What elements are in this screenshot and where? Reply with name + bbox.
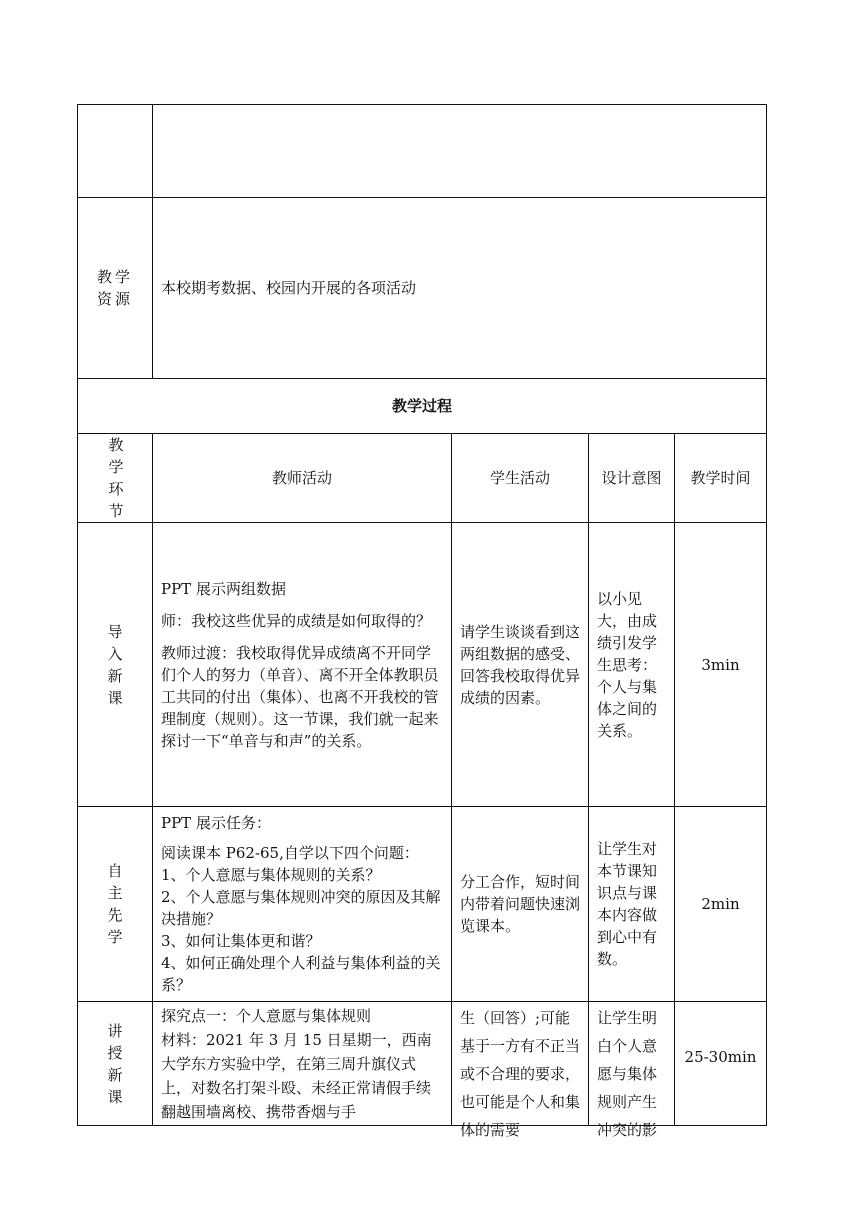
design-intent-text: 让学生明白个人意愿与集体规则产生冲突的影 <box>597 1009 658 1139</box>
design-intent-cell <box>589 523 675 807</box>
time-cell: 2min <box>675 807 767 1002</box>
lesson-plan-table <box>77 104 767 1139</box>
header-stage-line1: 教 学 <box>108 436 136 476</box>
design-intent-text: 让学生对本节课知识点与课本内容做到心中有数。 <box>597 840 658 968</box>
teacher-activity-cell <box>153 523 452 807</box>
header-intent: 设计意图 <box>589 434 675 523</box>
teacher-activity-cell <box>153 807 452 1002</box>
student-activity-cell <box>452 1002 589 1139</box>
teacher-activity-line: PPT 展示任务： <box>161 814 271 832</box>
resources-label-cell <box>78 198 153 379</box>
student-activity-text: 生（回答）;可能基于一方有不正当或不合理的要求，也可能是个人和集体的需要 <box>460 1009 581 1139</box>
teacher-activity-cell <box>153 1002 452 1126</box>
design-intent-cell <box>589 807 675 1002</box>
teacher-activity-line: 材料：2021 年 3 月 15 日星期一，西南大学东方实验中学，在第三周升旗仪式上，对数名打架斗殴、未经正常请假手续翻越围墙离校、携带香烟与手 <box>161 1031 432 1121</box>
teacher-activity-line: 阅读课本 P62-65,自学以下四个问题： <box>161 844 419 862</box>
table-row <box>78 523 767 807</box>
resources-row <box>78 198 767 379</box>
header-stage-line2: 环 节 <box>108 480 136 520</box>
resources-text: 本校期考数据、校园内开展的各项活动 <box>161 279 417 297</box>
header-time: 教学时间 <box>675 434 767 523</box>
time-cell: 25-30min <box>675 1002 767 1126</box>
stage-line2: 先 学 <box>107 906 133 946</box>
empty-row <box>78 105 767 198</box>
stage-line1: 导 入 <box>107 622 133 663</box>
design-intent-text: 以小见大，由成绩引发学生思考：个人与集体之间的关系。 <box>597 589 658 740</box>
teacher-activity-line: 3、如何让集体更和谐？ <box>161 932 321 950</box>
student-activity-text: 请学生谈谈看到这两组数据的感受、回答我校取得优异成绩的因素。 <box>460 622 581 707</box>
teacher-activity-line: 1、个人意愿与集体规则的关系？ <box>161 866 381 884</box>
stage-line1: 讲 授 <box>107 1021 133 1062</box>
header-row <box>78 434 767 523</box>
teacher-activity-line: 4、如何正确处理个人利益与集体利益的关系？ <box>161 954 441 994</box>
process-title-row <box>78 379 767 434</box>
header-student: 学生活动 <box>452 434 589 523</box>
stage-line2: 新 课 <box>107 1065 133 1106</box>
teacher-activity-line: 师：我校这些优异的成绩是如何取得的？ <box>161 611 432 630</box>
stage-cell <box>78 523 153 807</box>
time-cell: 3min <box>675 523 767 807</box>
header-stage <box>78 434 153 523</box>
process-title: 教学过程 <box>78 379 767 434</box>
header-teacher: 教师活动 <box>153 434 452 523</box>
resources-label-line1: 教学 <box>96 268 133 286</box>
student-activity-cell <box>452 523 589 807</box>
table-row <box>78 807 767 1002</box>
teacher-activity-line: 探究点一：个人意愿与集体规则 <box>161 1007 372 1025</box>
stage-line2: 新 课 <box>107 666 133 707</box>
resources-text-cell <box>153 198 767 379</box>
teacher-activity-line: 2、个人意愿与集体规则冲突的原因及其解决措施？ <box>161 888 441 928</box>
stage-line1: 自 主 <box>107 862 133 902</box>
stage-cell <box>78 1002 153 1126</box>
student-activity-cell <box>452 807 589 1002</box>
resources-label-line2: 资源 <box>96 290 133 308</box>
empty-label-cell <box>78 105 153 198</box>
stage-cell <box>78 807 153 1002</box>
teacher-activity-line: 教师过渡：我校取得优异成绩离不开同学们个人的努力（单音）、离不开全体教职员工共同的付出（集体）、也离不开我校的管理制度（规则）。这一节课，我们就一起来探讨一下“单音与和声”的关系。 <box>161 643 439 750</box>
design-intent-cell <box>589 1002 675 1139</box>
student-activity-text: 分工合作，短时间内带着问题快速浏览课本。 <box>460 873 581 935</box>
teacher-activity-line: PPT 展示两组数据 <box>161 579 286 598</box>
table-row <box>78 1002 767 1126</box>
empty-content-cell <box>153 105 767 198</box>
